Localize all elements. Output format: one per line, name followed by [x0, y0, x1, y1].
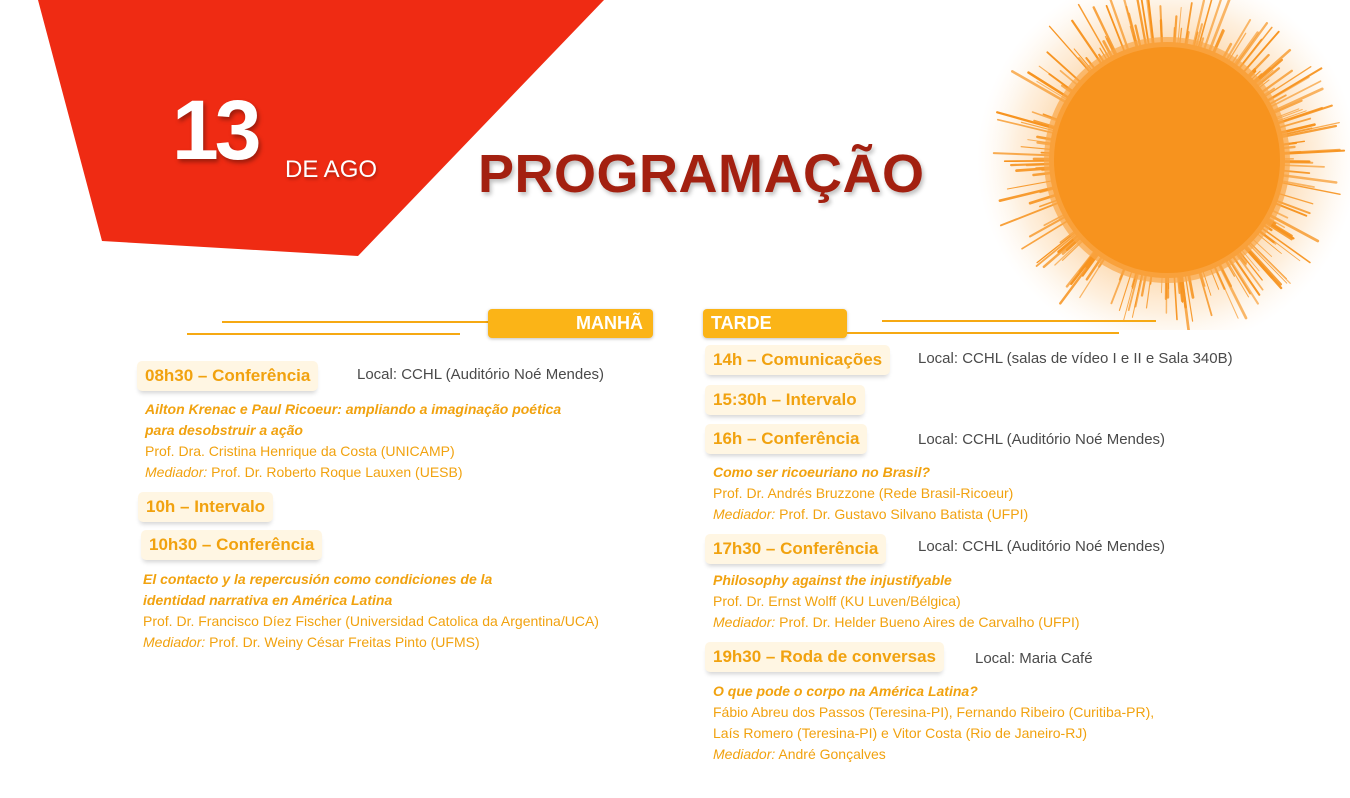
mediator-label: Mediador: [143, 634, 206, 650]
event-details [145, 399, 561, 483]
speaker: Prof. Dr. Andrés Bruzzone (Rede Brasil-Ricoeur) [713, 485, 1014, 501]
mediator-name: Prof. Dr. Helder Bueno Aires de Carvalho (UFPI) [775, 614, 1080, 630]
event-location: Local: CCHL (salas de vídeo I e II e Sala 340B) [918, 350, 1233, 367]
event-location: Local: CCHL (Auditório Noé Mendes) [357, 366, 605, 383]
morning-divider-bottom [187, 333, 460, 335]
mediator-label: Mediador: [713, 506, 776, 522]
speaker: Prof. Dr. Francisco Díez Fischer (Universidad Catolica da Argentina/UCA) [143, 613, 599, 629]
event-time-badge: 10h30 – Conferência [141, 530, 322, 560]
day-number: 13 [172, 83, 258, 177]
mediator-label: Mediador: [145, 464, 208, 480]
event-time-badge: 17h30 – Conferência [705, 534, 886, 564]
afternoon-divider-top [882, 320, 1156, 322]
afternoon-section-label: TARDE [711, 313, 772, 333]
mediator-name: Prof. Dr. Weiny César Freitas Pinto (UFMS) [205, 634, 480, 650]
event-time-badge: 19h30 – Roda de conversas [705, 642, 944, 672]
mediator-line [143, 632, 599, 653]
mediator-line [145, 462, 561, 483]
afternoon-section-tab [703, 309, 847, 338]
morning-section-label: MANHÃ [576, 313, 643, 333]
event-location: Local: CCHL (Auditório Noé Mendes) [918, 538, 1166, 555]
talk-title: Como ser ricoeuriano no Brasil? [713, 464, 931, 480]
talk-title-cont: para desobstruir a ação [145, 422, 303, 438]
event-time-badge: 14h – Comunicações [705, 345, 890, 375]
event-details [143, 569, 599, 653]
mediator-line [713, 504, 1028, 525]
event-location: Local: Maria Café [975, 650, 1093, 667]
talk-title: Ailton Krenac e Paul Ricoeur: ampliando a imaginação poética [145, 401, 562, 417]
mediator-label: Mediador: [713, 614, 776, 630]
talk-title-cont: identidad narrativa en América Latina [143, 592, 393, 608]
talk-title: Philosophy against the injustifyable [713, 572, 952, 588]
talk-title: El contacto y la repercusión como condiciones de la [143, 571, 493, 587]
event-time-badge: 08h30 – Conferência [137, 361, 318, 391]
speaker-cont: Laís Romero (Teresina-PI) e Vitor Costa (Rio de Janeiro-RJ) [713, 725, 1087, 741]
sun-decoration [975, 0, 1350, 330]
event-details [713, 681, 1154, 765]
mediator-line [713, 744, 1154, 765]
speaker: Prof. Dra. Cristina Henrique da Costa (UNICAMP) [145, 443, 455, 459]
mediator-line [713, 612, 1080, 633]
event-time-badge: 15:30h – Intervalo [705, 385, 865, 415]
mediator-name: André Gonçalves [775, 746, 886, 762]
speaker: Prof. Dr. Ernst Wolff (KU Luven/Bélgica) [713, 593, 961, 609]
day-month: DE AGO [285, 156, 378, 183]
speaker: Fábio Abreu dos Passos (Teresina-PI), Fernando Ribeiro (Curitiba-PR), [713, 704, 1155, 720]
red-header-banner [0, 0, 610, 262]
mediator-name: Prof. Dr. Roberto Roque Lauxen (UESB) [207, 464, 463, 480]
mediator-label: Mediador: [713, 746, 776, 762]
event-details [713, 570, 1080, 633]
event-details [713, 462, 1028, 525]
page-title: PROGRAMAÇÃO [478, 144, 925, 204]
morning-divider-top [222, 321, 490, 323]
event-time-badge: 16h – Conferência [705, 424, 867, 454]
morning-section-tab [488, 309, 653, 338]
event-location: Local: CCHL (Auditório Noé Mendes) [918, 431, 1166, 448]
mediator-name: Prof. Dr. Gustavo Silvano Batista (UFPI) [775, 506, 1029, 522]
talk-title: O que pode o corpo na América Latina? [713, 683, 978, 699]
afternoon-divider-bottom [847, 332, 1119, 334]
event-time-badge: 10h – Intervalo [138, 492, 273, 522]
